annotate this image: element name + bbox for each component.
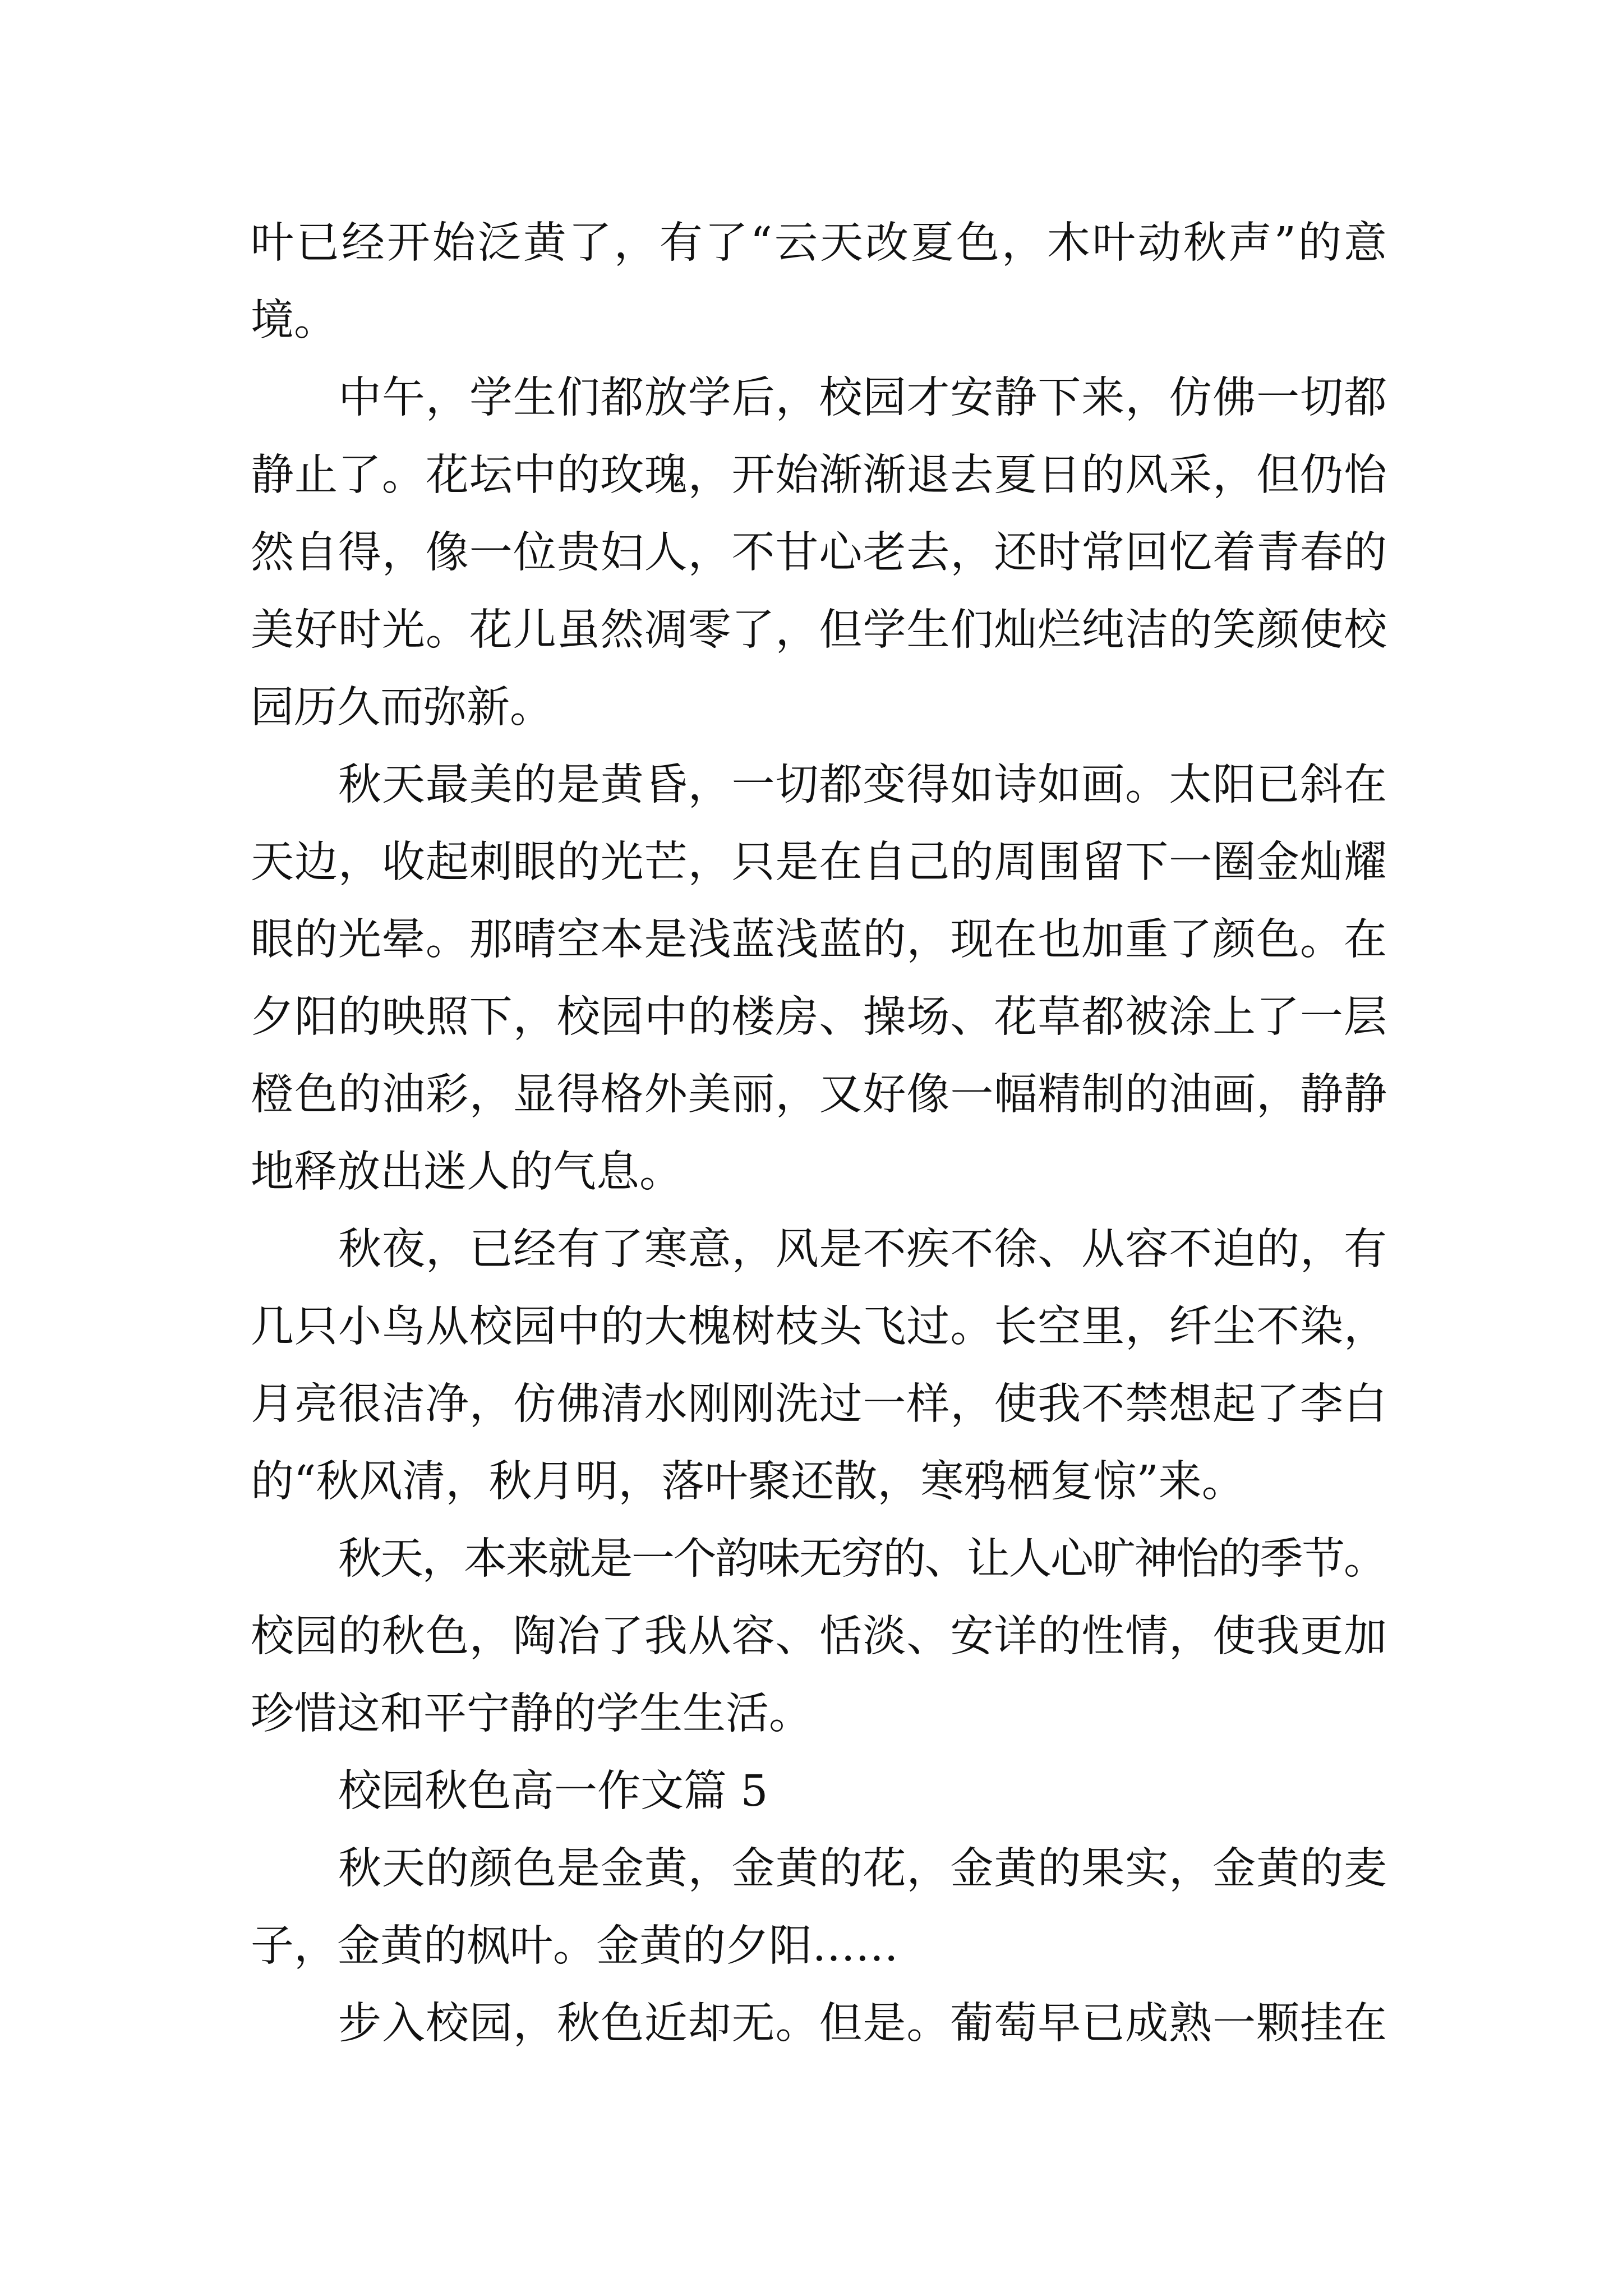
text-line — [338, 1521, 1387, 1598]
text-line-content: 然自得，像一位贵妇人，不甘心老去，还时常回忆着青春的 — [251, 528, 1387, 578]
text-line — [251, 1056, 1387, 1134]
text-line — [251, 1366, 1387, 1443]
paragraph — [251, 1521, 1387, 1753]
document-body — [251, 205, 1387, 2063]
paragraph — [251, 747, 1387, 1211]
text-line-content: 眼的光晕。那晴空本是浅蓝浅蓝的，现在也加重了颜色。在 — [251, 915, 1387, 965]
text-line — [251, 1289, 1387, 1366]
text-line-content: 月亮很洁净，仿佛清水刚刚洗过一样，使我不禁想起了李白 — [251, 1379, 1387, 1429]
text-line-content: 秋天，本来就是一个韵味无穷的、让人心旷神怡的季节。 — [338, 1534, 1386, 1584]
text-line — [251, 1598, 1387, 1676]
text-line-content: 境。 — [251, 296, 337, 346]
text-line — [251, 282, 1387, 360]
text-line-content: 的“秋风清，秋月明，落叶聚还散，寒鸦栖复惊”来。 — [251, 1457, 1245, 1507]
text-line — [251, 514, 1387, 592]
text-line — [251, 437, 1387, 514]
text-line-content: 秋夜，已经有了寒意，风是不疾不徐、从容不迫的，有 — [338, 1225, 1387, 1274]
text-line-content: 园历久而弥新。 — [251, 683, 553, 733]
text-line — [251, 669, 1387, 747]
heading-line — [338, 1753, 1387, 1830]
text-line — [338, 1211, 1387, 1289]
text-line-content: 校园的秋色，陶冶了我从容、恬淡、安详的性情，使我更加 — [251, 1612, 1387, 1662]
text-line-content: 夕阳的映照下，校园中的楼房、操场、花草都被涂上了一层 — [251, 992, 1387, 1042]
text-line-content: 秋天最美的是黄昏，一切都变得如诗如画。太阳已斜在 — [338, 760, 1387, 810]
text-line-content: 美好时光。花儿虽然凋零了，但学生们灿烂纯洁的笑颜使校 — [251, 605, 1387, 655]
text-line-content: 叶已经开始泛黄了，有了“云天改夏色，木叶动秋声”的意 — [251, 218, 1389, 268]
paragraph — [251, 1830, 1387, 1985]
text-line — [338, 360, 1387, 437]
text-line — [251, 824, 1387, 901]
section-heading — [251, 1753, 1387, 1830]
text-line — [251, 1908, 1387, 1985]
text-line-content: 珍惜这和平宁静的学生生活。 — [251, 1689, 812, 1739]
paragraph — [251, 205, 1387, 360]
text-line — [338, 1830, 1387, 1908]
text-line — [338, 1985, 1387, 2063]
text-line — [251, 592, 1387, 669]
text-line-content: 地释放出迷人的气息。 — [251, 1147, 683, 1197]
text-line — [251, 1676, 1387, 1753]
heading-text: 校园秋色高一作文篇 5 — [338, 1766, 768, 1816]
text-line-content: 橙色的油彩，显得格外美丽，又好像一幅精制的油画，静静 — [251, 1070, 1387, 1120]
text-line — [251, 901, 1387, 979]
text-line — [251, 1443, 1387, 1521]
text-line-content: 步入校园，秋色近却无。但是。葡萄早已成熟一颗挂在 — [338, 1999, 1387, 2049]
text-line-content: 子，金黄的枫叶。金黄的夕阳…… — [251, 1921, 898, 1971]
text-line-content: 静止了。花坛中的玫瑰，开始渐渐退去夏日的风采，但仍怡 — [251, 450, 1387, 500]
text-line-content: 秋天的颜色是金黄，金黄的花，金黄的果实，金黄的麦 — [338, 1844, 1387, 1894]
paragraph — [251, 360, 1387, 747]
text-line-content: 天边，收起刺眼的光芒，只是在自己的周围留下一圈金灿耀 — [251, 838, 1387, 887]
text-line-content: 中午，学生们都放学后，校园才安静下来，仿佛一切都 — [338, 373, 1387, 423]
text-line — [251, 205, 1387, 282]
text-line — [251, 1134, 1387, 1211]
text-line — [251, 979, 1387, 1056]
paragraph — [251, 1211, 1387, 1521]
paragraph — [251, 1985, 1387, 2063]
text-line — [338, 747, 1387, 824]
text-line-content: 几只小鸟从校园中的大槐树枝头飞过。长空里，纤尘不染， — [251, 1302, 1387, 1352]
